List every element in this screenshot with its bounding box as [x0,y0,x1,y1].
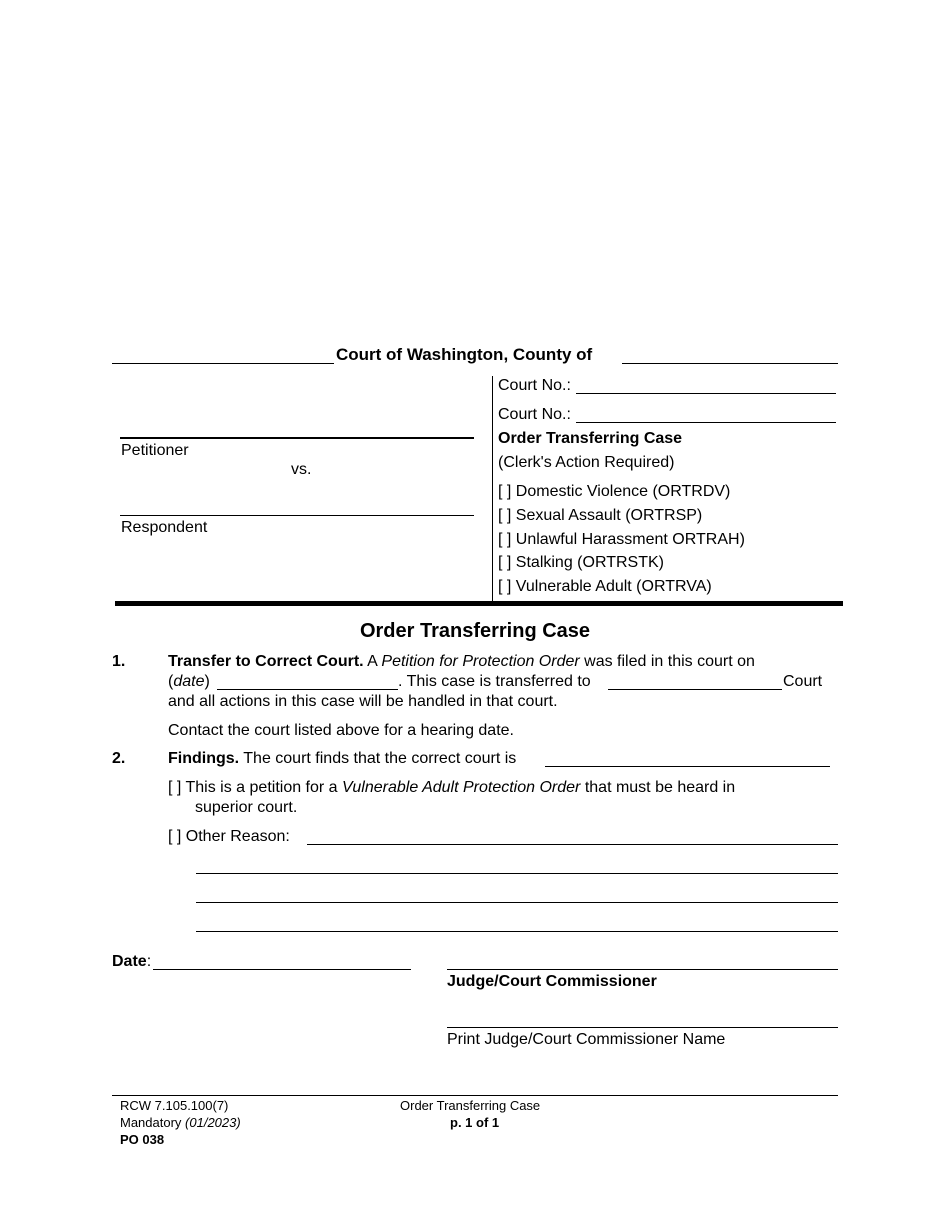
checkbox[interactable]: [ ] [168,828,182,845]
order-title-caption: Order Transferring Case [498,430,683,447]
section-1-text-c: . This case is transferred to [398,673,591,690]
checkbox[interactable]: [ ] [498,554,512,571]
county-name-line[interactable] [112,363,334,364]
footer-rcw: RCW 7.105.100(7) [120,1098,229,1113]
caption-divider [492,376,493,606]
respondent-line[interactable] [120,515,474,516]
print-name-line[interactable] [447,1027,838,1028]
paren-date [168,672,210,692]
main-title: Order Transferring Case [359,620,591,642]
paren-open: ( [168,673,174,690]
county-of-line[interactable] [622,363,838,364]
date-word: date [173,673,205,690]
petitioner-line[interactable] [120,437,474,439]
vap-option [168,778,735,798]
section-1-heading: Transfer to Correct Court. [168,653,364,670]
section-1-text-a: A [363,653,382,670]
vap-italic: Vulnerable Adult Protection Order [342,779,581,796]
date-label-wrap [112,952,151,972]
court-word: Court [783,673,823,690]
paren-close: ) [204,673,210,690]
case-type-label: Unlawful Harassment ORTRAH) [515,531,745,548]
print-name-label: Print Judge/Court Commissioner Name [447,1031,726,1048]
footer-page: p. 1 of 1 [450,1115,500,1130]
section-1-text-d: and all actions in this case will be handled in that court. [168,693,558,710]
judge-label: Judge/Court Commissioner [447,973,657,990]
court-title: Court of Washington, County of [336,345,593,364]
other-reason-line-4[interactable] [196,931,838,932]
contact-text: Contact the court listed above for a hearing date. [168,722,514,739]
case-type-label: Vulnerable Adult (ORTRVA) [515,578,712,595]
petition-title: Petition for Protection Order [381,653,580,670]
other-reason-option [168,827,290,847]
case-type-sa[interactable] [498,506,702,526]
mandatory-label: Mandatory [120,1115,182,1130]
case-type-label: Stalking (ORTRSTK) [515,554,664,571]
court-no-line-2[interactable] [576,422,836,423]
other-reason-label: Other Reason: [181,828,290,845]
vap-text-c: superior court. [195,799,298,816]
vap-text-a: This is a petition for a [181,779,343,796]
section-1-line-1 [168,652,755,672]
respondent-label: Respondent [121,519,208,536]
case-type-va[interactable] [498,577,712,597]
checkbox[interactable]: [ ] [498,531,512,548]
petitioner-label: Petitioner [121,442,189,459]
case-type-label: Sexual Assault (ORTRSP) [515,507,703,524]
footer-form-title: Order Transferring Case [400,1098,541,1113]
section-1-text-b: was filed in this court on [579,653,755,670]
checkbox[interactable]: [ ] [168,779,182,796]
checkbox[interactable]: [ ] [498,507,512,524]
footer-form-no: PO 038 [120,1132,165,1147]
clerk-note: (Clerk's Action Required) [498,454,675,471]
case-type-dv[interactable] [498,482,730,502]
date-line[interactable] [153,969,411,970]
transfer-court-line[interactable] [608,689,782,690]
caption-thick-rule [115,601,843,606]
vap-text-b: that must be heard in [580,779,736,796]
section-1-number: 1. [112,653,126,670]
vs-label: vs. [291,461,312,478]
section-2-text: The court finds that the correct court is [239,750,517,767]
section-2-heading: Findings. [168,750,240,767]
other-reason-line-1[interactable] [307,844,838,845]
filed-date-line[interactable] [217,689,398,690]
other-reason-line-3[interactable] [196,902,838,903]
date-colon: : [146,953,152,970]
case-type-stalking[interactable] [498,553,664,573]
footer-mandatory [120,1115,241,1131]
court-no-label-2: Court No.: [498,406,571,423]
correct-court-line[interactable] [545,766,830,767]
checkbox[interactable]: [ ] [498,483,512,500]
judge-signature-line[interactable] [447,969,838,970]
section-2-number: 2. [112,750,126,767]
case-type-uh[interactable] [498,530,745,550]
court-no-line-1[interactable] [576,393,836,394]
checkbox[interactable]: [ ] [498,578,512,595]
case-type-label: Domestic Violence (ORTRDV) [515,483,731,500]
footer-rule [112,1095,838,1096]
court-no-label-1: Court No.: [498,377,571,394]
date-label: Date [112,953,147,970]
revision-date: (01/2023) [185,1115,241,1130]
other-reason-line-2[interactable] [196,873,838,874]
section-2-line-1 [168,749,516,769]
